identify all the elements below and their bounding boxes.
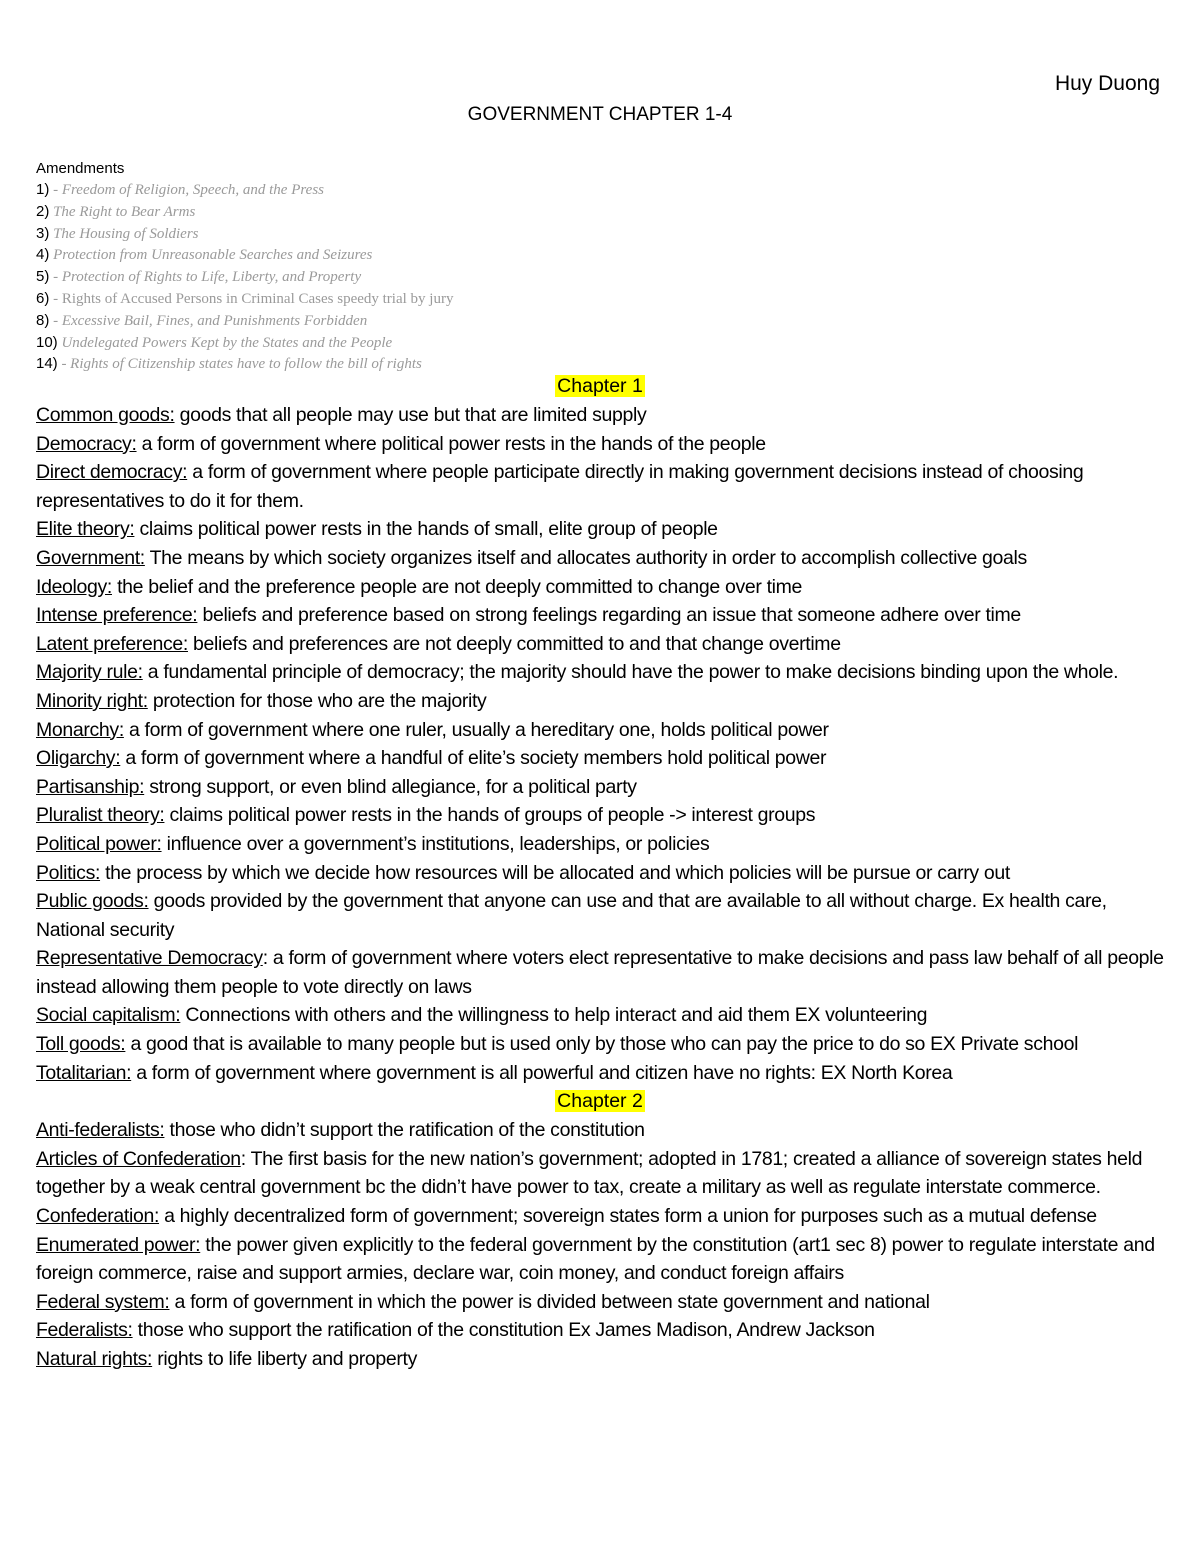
chapter-title: Chapter 2 [557,1090,643,1113]
glossary-definition: the belief and the preference people are not deeply committed to change over time [112,575,803,598]
glossary-entry [36,801,1164,830]
glossary-term: Ideology: [36,575,112,598]
glossary-term: Totalitarian: [36,1061,132,1084]
glossary-term: Minority right: [36,689,148,712]
glossary-term: Intense preference: [36,604,198,627]
glossary-term: Representative Democracy [36,947,263,970]
glossary-entry [36,1316,1164,1345]
amendment-number: 5) [36,268,50,286]
amendment-number: 14) [36,355,58,373]
glossary-entry [36,744,1164,773]
glossary-definition: a form of government where political power rests in the hands of the people [136,432,766,455]
glossary-entry [36,887,1164,944]
glossary-term: Political power: [36,832,162,855]
amendment-text: The Housing of Soldiers [49,225,199,242]
glossary-term: Monarchy: [36,718,124,741]
glossary-entry [36,773,1164,802]
glossary-entry [36,1030,1164,1059]
glossary-definition: goods that all people may use but that are limited supply [174,404,647,426]
glossary-term: Latent preference: [36,632,188,655]
glossary-term: Politics: [36,861,101,884]
glossary-entry [36,1116,1164,1145]
glossary-definition: : The first basis for the new nation’s government; adopted in 1781; created a alliance of sovereign states held together by a weak central government bc the didn’t have power to tax, create a military as well as regulate interstate commerce. [36,1147,1143,1199]
glossary-definition: beliefs and preference based on strong feelings regarding an issue that someone adhere over time [197,604,1021,627]
amendment-item [36,201,1166,223]
amendment-item [36,288,1166,310]
amendment-text: - Excessive Bail, Fines, and Punishments Forbidden [49,312,368,329]
amendment-number: 10) [36,333,58,351]
glossary-entry [36,544,1164,573]
glossary-entry [36,716,1164,745]
glossary-definition: beliefs and preferences are not deeply committed to and that change overtime [187,632,841,655]
glossary-term: Public goods: [36,890,149,913]
glossary-entry [36,1145,1164,1202]
glossary-term: Common goods: [36,404,175,426]
amendments-section [36,158,1166,375]
amendment-number: 3) [36,224,50,242]
amendment-number: 8) [36,311,50,329]
amendment-item [36,179,1166,201]
amendment-number: 6) [36,289,50,307]
amendment-text: - Rights of Accused Persons in Criminal Cases speedy trial by jury [49,290,454,307]
glossary-definition: a form of government where government is all powerful and citizen have no rights: EX North Korea [131,1061,953,1084]
glossary-definition: a form of government where people participate directly in making government decisions instead of choosing representatives to do it for them. [36,461,1084,512]
document-title: GOVERNMENT CHAPTER 1-4 [467,104,733,125]
amendments-list [36,179,1166,375]
amendment-number: 1) [36,181,50,198]
glossary-term: Toll goods: [36,1033,126,1056]
glossary-definition: influence over a government’s institutions, leaderships, or policies [161,832,710,855]
glossary-definition: strong support, or even blind allegiance, for a political party [144,775,637,798]
glossary-entry [36,944,1164,1001]
glossary-entry [36,515,1164,544]
amendment-text: Protection from Unreasonable Searches and Seizures [49,247,373,264]
glossary-definition: The means by which society organizes itself and allocates authority in order to accomplish collective goals [144,546,1027,569]
glossary-term: Government: [36,546,145,569]
amendment-number: 4) [36,246,50,264]
glossary-entry [36,630,1164,659]
amendment-text: The Right to Bear Arms [49,203,196,220]
glossary-term: Democracy: [36,432,137,455]
glossary-entry [36,1288,1164,1317]
glossary-entry [36,859,1164,888]
amendment-text: - Freedom of Religion, Speech, and the Press [49,182,324,198]
glossary-entry [36,830,1164,859]
glossary-term: Natural rights: [36,1348,153,1370]
glossary-term: Enumerated power: [36,1233,201,1256]
amendment-item [36,310,1166,332]
glossary-term: Majority rule: [36,661,143,684]
glossary-term: Confederation: [36,1205,160,1228]
glossary-definition: a fundamental principle of democracy; the majority should have the power to make decisions binding upon the whole. [142,661,1119,684]
amendment-item [36,266,1166,288]
glossary-entry [36,401,1164,430]
glossary-entry [36,601,1164,630]
glossary-entry [36,573,1164,602]
glossary-definition: claims political power rests in the hands of small, elite group of people [134,518,718,541]
glossary-definition: the power given explicitly to the federal government by the constitution (art1 sec 8) power to regulate interstate and foreign commerce, raise and support armies, declare war, coin money, and conduct foreign affairs [36,1233,1155,1285]
glossary-definition: a form of government where a handful of elite’s society members hold political power [120,747,827,770]
glossary-term: Articles of Confederation [36,1147,241,1170]
glossary-term: Anti-federalists: [36,1119,165,1142]
amendment-number: 2) [36,202,50,220]
glossary-definition: rights to life liberty and property [152,1348,418,1370]
glossary-term: Partisanship: [36,775,145,798]
glossary-definition: goods provided by the government that anyone can use and that are available to all without charge. Ex health care, National security [36,890,1107,941]
author-name: Huy Duong [1054,72,1160,95]
glossary-definition: those who didn’t support the ratification of the constitution [164,1119,645,1142]
glossary-definition: Connections with others and the willingness to help interact and aid them EX volunteering [180,1004,928,1027]
chapter-heading [36,1087,1164,1116]
glossary-entry [36,1345,1164,1374]
amendment-item [36,223,1166,245]
glossary-entry [36,458,1164,515]
glossary-definition: claims political power rests in the hands of groups of people -> interest groups [164,804,816,827]
glossary-entry [36,1001,1164,1030]
glossary-term: Pluralist theory: [36,804,165,827]
chapter-heading [36,372,1164,401]
glossary-definition: those who support the ratification of the constitution Ex James Madison, Andrew Jackson [132,1319,875,1342]
glossary-definition: a form of government in which the power is divided between state government and national [169,1290,930,1313]
amendment-item [36,244,1166,266]
glossary-entry [36,658,1164,687]
amendment-text: Undelegated Powers Kept by the States and the People [57,334,393,351]
amendment-item [36,332,1166,354]
glossary-term: Federal system: [36,1290,170,1313]
glossary-entry [36,1202,1164,1231]
glossary-entry [36,1059,1164,1088]
glossary-section [36,372,1164,1374]
amendment-text: - Protection of Rights to Life, Liberty, and Property [49,269,362,286]
glossary-entry [36,1231,1164,1288]
chapter-title: Chapter 1 [557,375,643,397]
amendments-heading: Amendments [36,160,125,177]
glossary-definition: a form of government where one ruler, usually a hereditary one, holds political power [123,718,829,741]
amendment-text: - Rights of Citizenship states have to follow the bill of rights [57,356,422,373]
glossary-definition: : a form of government where voters elect representative to make decisions and pass law behalf of all people instead allowing them people to vote directly on laws [36,947,1164,998]
glossary-term: Elite theory: [36,518,135,541]
glossary-term: Oligarchy: [36,747,121,770]
glossary-definition: the process by which we decide how resources will be allocated and which policies will be pursue or carry out [100,861,1010,884]
glossary-term: Social capitalism: [36,1004,181,1027]
glossary-term: Federalists: [36,1319,133,1342]
glossary-entry [36,687,1164,716]
glossary-definition: protection for those who are the majority [147,689,487,712]
glossary-definition: a good that is available to many people but is used only by those who can pay the price to do so EX Private school [125,1033,1079,1056]
glossary-definition: a highly decentralized form of government; sovereign states form a union for purposes such as a mutual defense [159,1205,1097,1228]
glossary-entry [36,430,1164,459]
glossary-term: Direct democracy: [36,461,188,484]
